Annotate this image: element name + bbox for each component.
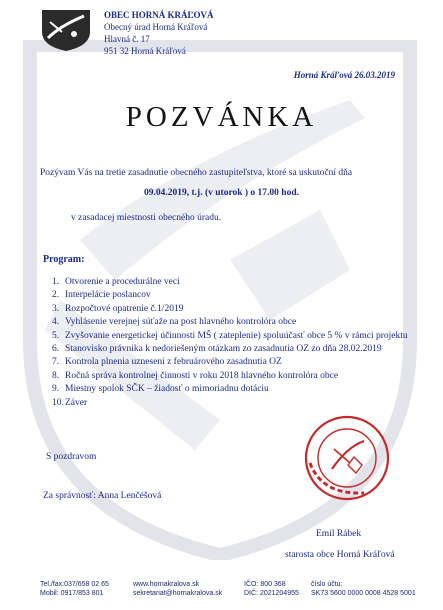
- list-item: [52, 331, 412, 342]
- list-item: [52, 398, 412, 409]
- item-number: 10.: [52, 397, 64, 408]
- page-title: POZVÁNKA: [125, 101, 318, 133]
- street-address: Hlavná č. 17: [104, 34, 150, 44]
- item-number: 7.: [52, 357, 60, 368]
- closing-greeting: S pozdravom: [46, 452, 97, 462]
- signer-name: Emil Rábek: [316, 529, 362, 539]
- item-text: Ročná správa kontrolnej činnosti v roku 2018 hlavného kontrolóra obce: [65, 370, 339, 381]
- footer-bank: [311, 580, 416, 598]
- item-number: 9.: [52, 384, 60, 395]
- item-number: 3.: [52, 303, 60, 314]
- intro-text: Pozývam Vás na tretie zasadnutie obecného zastupiteľstva, ktoré sa uskutoční dňa: [40, 168, 353, 178]
- footer-web: [133, 580, 222, 598]
- item-text: Vyhlásenie verejnej súťaže na post hlavného kontrolóra obce: [65, 317, 297, 328]
- list-item: [52, 290, 412, 301]
- item-text: Rozpočtové opatrenie č.1/2019: [65, 303, 184, 314]
- coat-of-arms-icon: [40, 8, 92, 52]
- footer-ico: IČO: 800 368: [244, 581, 286, 588]
- official-stamp-icon: [302, 413, 392, 503]
- item-text: Otvorenie a procedurálne veci: [65, 277, 180, 287]
- item-number: 1.: [52, 277, 60, 287]
- item-text: Stanovisko právnika k nedoriešeným otázkam zo zasadnutia OZ zo dňa 28.02.2019: [65, 343, 382, 354]
- item-text: Miestny spolok SČK – žiadosť o mimoriadnu dotáciu: [65, 384, 269, 395]
- item-text: Interpelácie poslancov: [65, 290, 151, 301]
- postal-address: 951 32 Horná Kráľová: [104, 46, 186, 56]
- item-text: Záver: [65, 397, 88, 408]
- list-item: [52, 344, 412, 355]
- date-line: Horná Kráľová 26.03.2019: [293, 70, 395, 80]
- meeting-time: 09.04.2019, t.j. (v utorok ) o 17.00 hod.: [144, 188, 299, 198]
- item-number: 2.: [52, 290, 60, 301]
- footer-account-label: číslo účtu:: [311, 581, 343, 588]
- list-item: [52, 317, 412, 328]
- footer-iban: SK73 5600 0000 0008 4528 5001: [311, 590, 416, 597]
- item-text: Kontrola plnenia uznesení z februárového zasadnutia OZ: [65, 357, 282, 368]
- signer-title: starosta obce Horná Kráľová: [285, 550, 395, 560]
- list-item: [52, 277, 412, 288]
- item-number: 4.: [52, 317, 60, 328]
- footer-mobile: Mobil: 0917/853 801: [40, 590, 104, 597]
- footer-phone: Tel./fax:037/658 02 65: [40, 581, 109, 588]
- list-item: [52, 384, 412, 395]
- item-text: Zvyšovanie energetickej účinnosti MŠ ( zateplenie) spoluúčasť obce 5 % v rámci projektu: [65, 330, 408, 341]
- item-number: 8.: [52, 370, 60, 381]
- meeting-place: v zasadacej miestnosti obecného úradu.: [71, 213, 222, 223]
- item-number: 6.: [52, 343, 60, 354]
- program-list: [52, 277, 412, 411]
- list-item: [52, 357, 412, 368]
- program-label: Program:: [43, 254, 85, 265]
- list-item: [52, 371, 412, 382]
- office-name: Obecný úrad Horná Kráľová: [104, 22, 208, 32]
- footer-email: sekretariat@hornakralova.sk: [133, 590, 223, 597]
- list-item: [52, 304, 412, 315]
- letterhead: [104, 9, 214, 57]
- org-name: OBEC HORNÁ KRÁĽOVÁ: [104, 10, 214, 20]
- footer-website: www.hornakralova.sk: [133, 581, 200, 588]
- footer-contact: [40, 580, 109, 598]
- footer-dic: DIČ: 2021204955: [244, 590, 299, 597]
- prepared-by: Za správnosť: Anna Lenčéšová: [43, 491, 162, 501]
- item-number: 5.: [52, 330, 60, 341]
- footer-ids: [244, 580, 299, 598]
